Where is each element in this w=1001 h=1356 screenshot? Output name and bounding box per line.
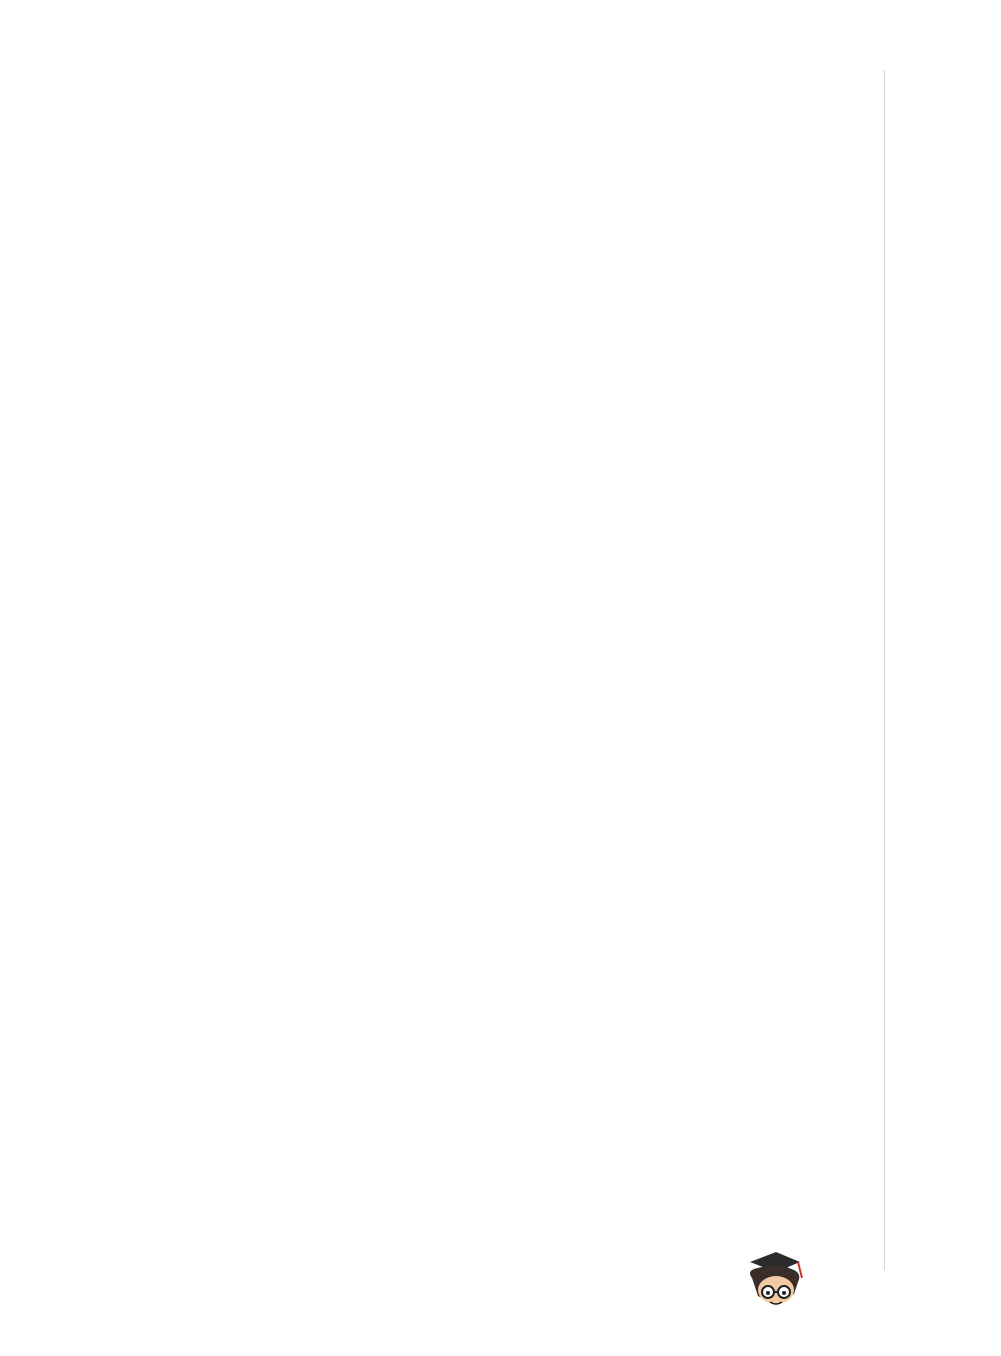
page-right-rule [884, 70, 885, 1270]
collegedunia-mascot-icon [742, 1248, 972, 1320]
